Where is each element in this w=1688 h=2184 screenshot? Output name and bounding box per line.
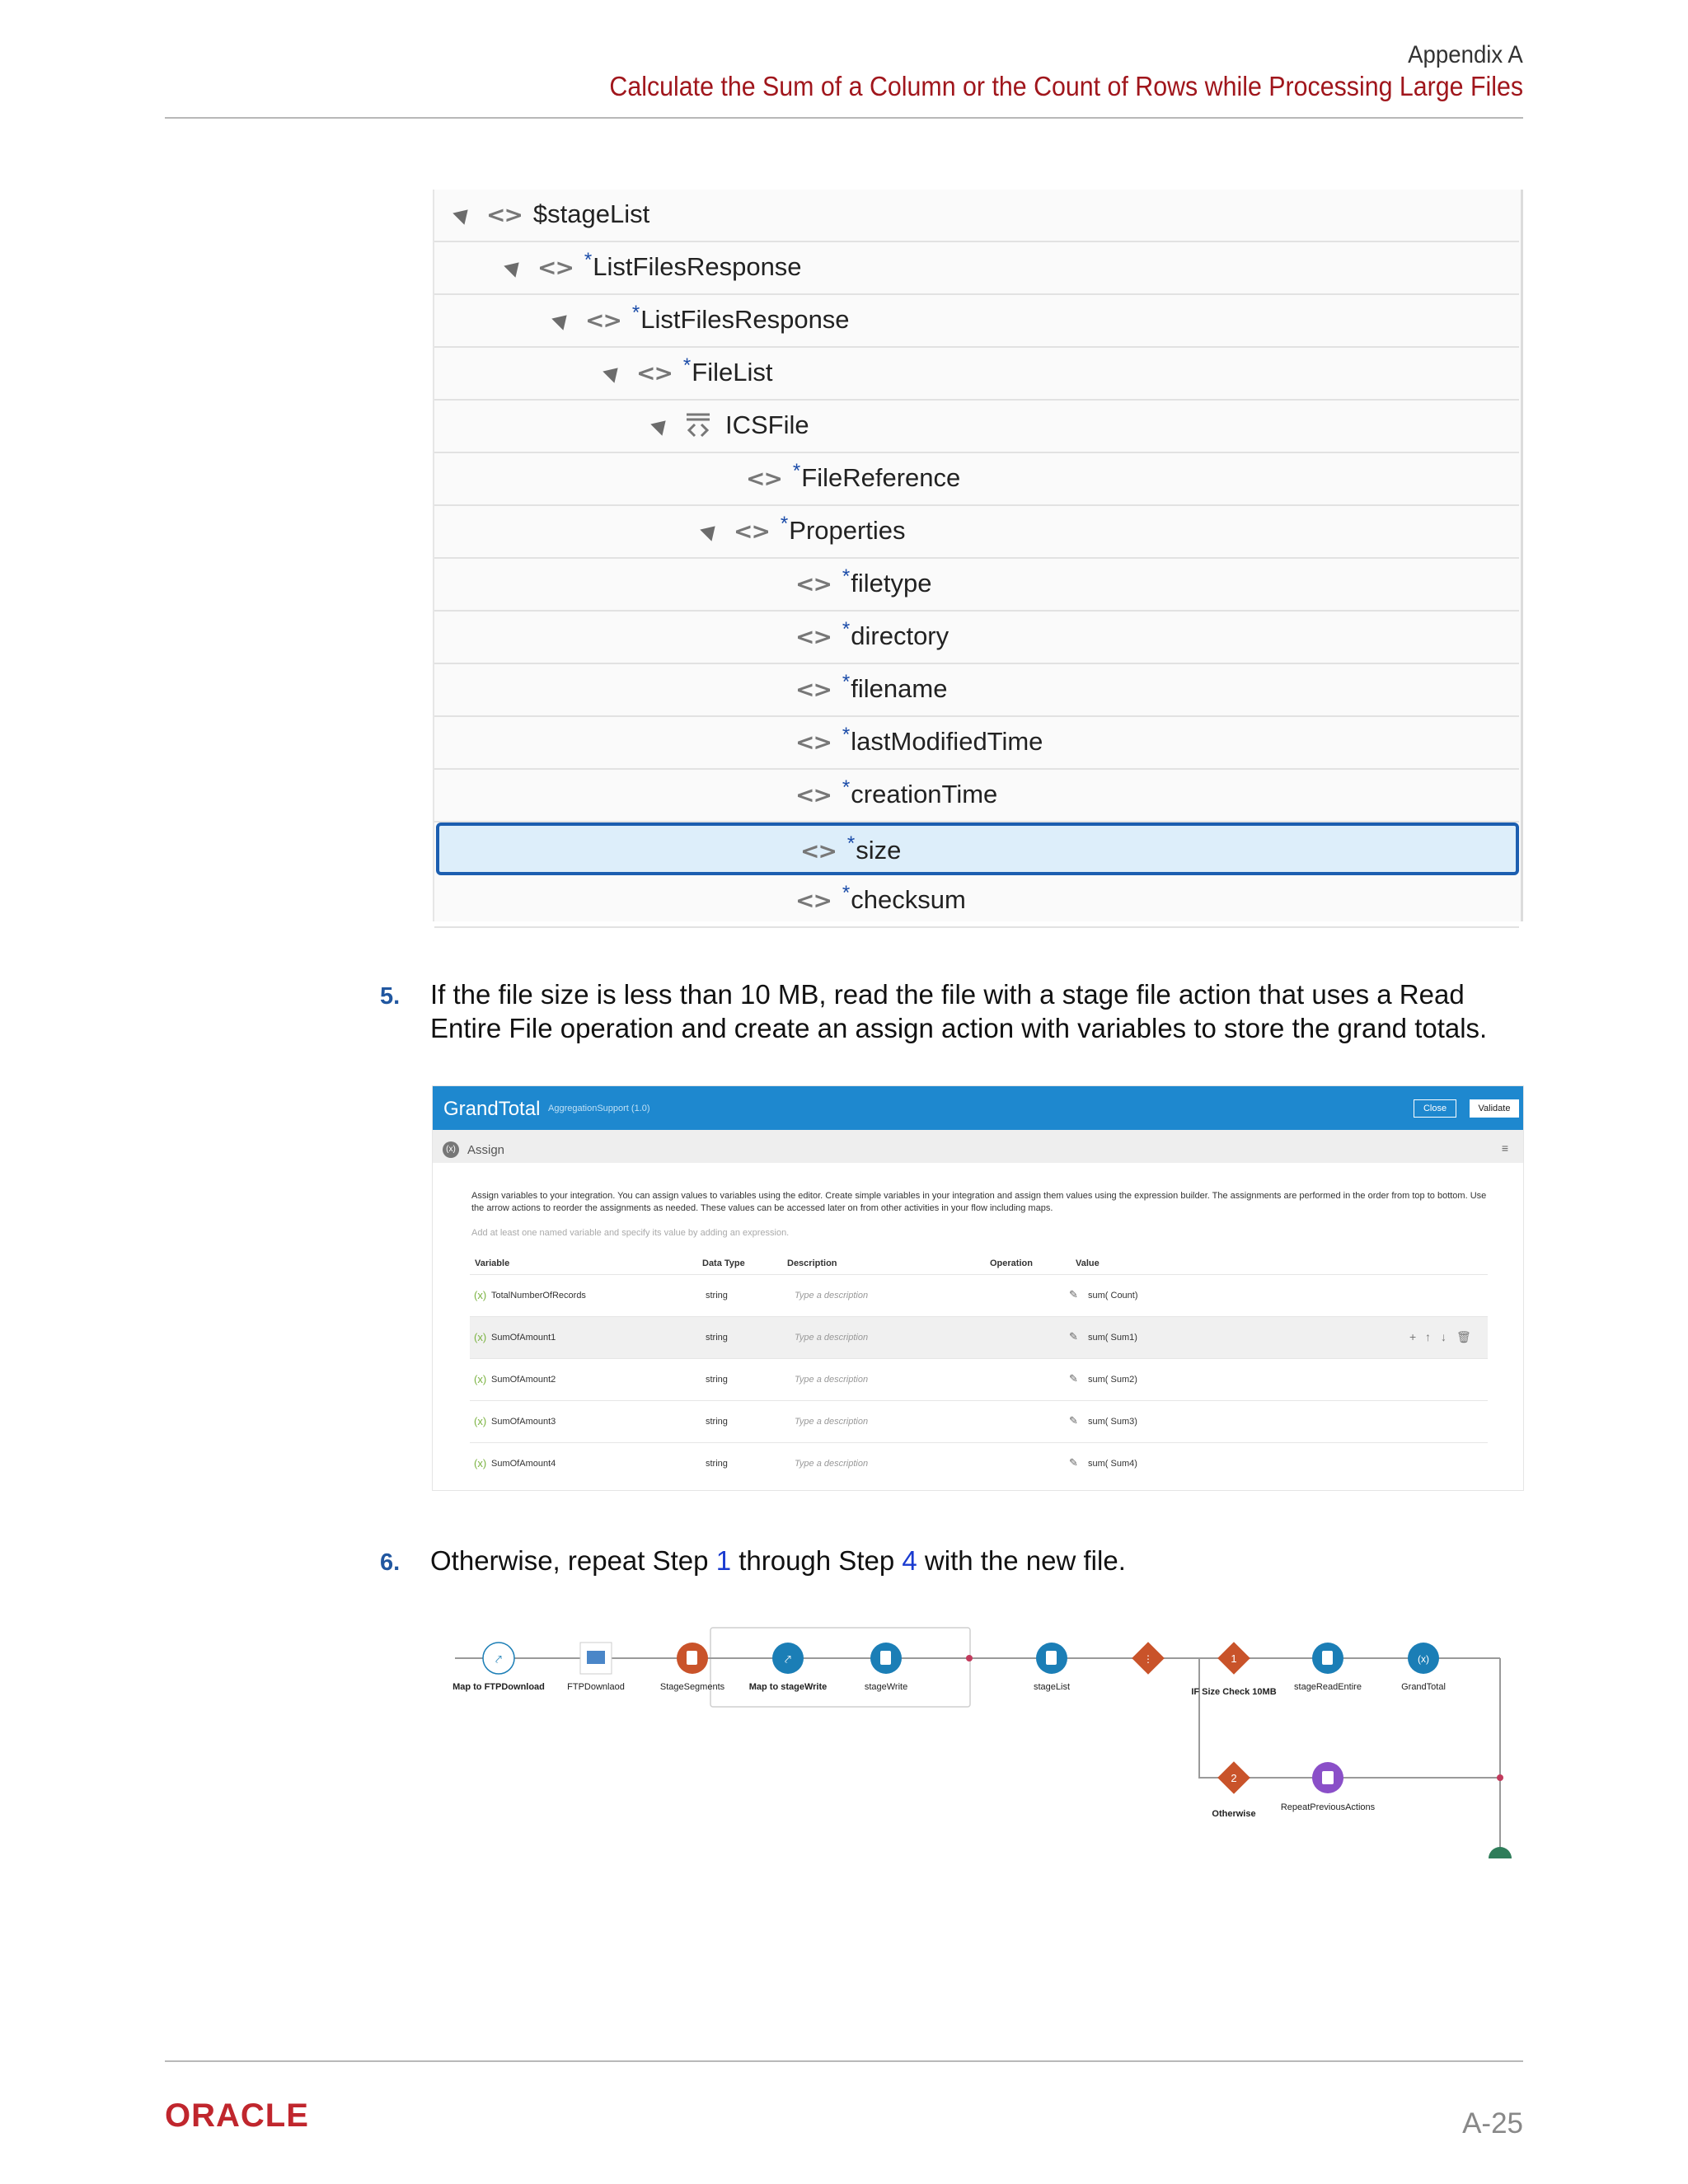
assign-table-row[interactable] bbox=[470, 1316, 1488, 1359]
oracle-logo-icon bbox=[165, 2099, 346, 2132]
node-stagelist[interactable] bbox=[1034, 1643, 1070, 1692]
step-5-text bbox=[430, 977, 1487, 1045]
tree-row-$stagelist[interactable] bbox=[434, 190, 1519, 242]
assign-header-bar bbox=[433, 1086, 1523, 1130]
assign-toolbar-label: Assign bbox=[467, 1143, 505, 1157]
element-icon: <> bbox=[746, 464, 781, 492]
variable-icon: (x) bbox=[474, 1331, 487, 1343]
edit-pencil-icon[interactable]: ✎ bbox=[1069, 1330, 1078, 1343]
scope-box bbox=[710, 1628, 970, 1707]
tree-node-label: $stageList bbox=[532, 199, 650, 228]
description-input[interactable]: Type a description bbox=[795, 1417, 869, 1427]
value-expression: sum( Sum4) bbox=[1088, 1459, 1137, 1469]
add-icon[interactable]: + bbox=[1409, 1330, 1417, 1343]
tree-row-filereference[interactable] bbox=[434, 453, 1519, 506]
step-5-line-1: If the file size is less than 10 MB, read the file with a stage file action that uses a Read bbox=[430, 979, 1465, 1010]
required-asterisk: * bbox=[682, 354, 692, 377]
node-label: RepeatPreviousActions bbox=[1280, 1802, 1376, 1812]
node-label: StageSegments bbox=[659, 1682, 725, 1692]
assign-action-screenshot bbox=[432, 1085, 1524, 1491]
value-expression: sum( Count) bbox=[1088, 1291, 1138, 1301]
tree-node-label: filename bbox=[851, 674, 948, 703]
tree-row-directory[interactable] bbox=[434, 612, 1519, 664]
column-header-data-type: Data Type bbox=[702, 1258, 745, 1268]
variable-name: SumOfAmount3 bbox=[491, 1417, 556, 1427]
description-input[interactable]: Type a description bbox=[795, 1333, 869, 1343]
data-type: string bbox=[706, 1417, 728, 1427]
expand-triangle-icon[interactable] bbox=[650, 415, 671, 435]
tree-node-label: ListFilesResponse bbox=[593, 252, 802, 281]
variable-icon: (x) bbox=[474, 1415, 487, 1427]
node-stagereadentire[interactable] bbox=[1294, 1643, 1362, 1692]
element-icon: <> bbox=[585, 306, 621, 334]
footer-divider bbox=[165, 2060, 1523, 2062]
page-section-title: Calculate the Sum of a Column or the Count of Rows while Processing Large Files bbox=[609, 71, 1523, 101]
element-icon: <> bbox=[795, 886, 831, 914]
otherwise-branch-line bbox=[1199, 1658, 1500, 1778]
assign-hint: Add at least one named variable and specify its value by adding an expression. bbox=[471, 1228, 790, 1238]
tree-row-size[interactable] bbox=[436, 823, 1519, 875]
integration-flow-screenshot bbox=[412, 1611, 1522, 1871]
variable-name: SumOfAmount4 bbox=[491, 1459, 556, 1469]
validate-button[interactable]: Validate bbox=[1470, 1099, 1519, 1118]
assign-table-row[interactable] bbox=[470, 1274, 1488, 1317]
column-header-operation: Operation bbox=[990, 1258, 1033, 1268]
tree-row-listfilesresponse[interactable] bbox=[434, 295, 1519, 348]
edit-pencil-icon[interactable]: ✎ bbox=[1069, 1288, 1078, 1301]
element-icon: <> bbox=[636, 359, 672, 387]
element-icon: <> bbox=[795, 675, 831, 703]
svg-text:⤤: ⤤ bbox=[785, 1652, 791, 1666]
required-asterisk: * bbox=[780, 513, 789, 535]
svg-text:⋮: ⋮ bbox=[1143, 1653, 1153, 1665]
page-number: A-25 bbox=[1462, 2107, 1523, 2139]
tree-row-properties[interactable] bbox=[434, 506, 1519, 559]
edit-pencil-icon[interactable]: ✎ bbox=[1069, 1414, 1078, 1427]
variable-name: SumOfAmount1 bbox=[491, 1333, 556, 1343]
merge-dot bbox=[1497, 1774, 1503, 1781]
value-expression: sum( Sum1) bbox=[1088, 1333, 1137, 1343]
element-icon: <> bbox=[795, 569, 831, 598]
node-label: IF Size Check 10MB bbox=[1191, 1687, 1277, 1697]
variable-name: TotalNumberOfRecords bbox=[491, 1291, 586, 1301]
expand-triangle-icon[interactable] bbox=[700, 520, 720, 541]
step-6-number: 6. bbox=[380, 1549, 401, 1576]
node-stagewrite[interactable] bbox=[865, 1643, 907, 1692]
column-header-description: Description bbox=[787, 1258, 837, 1268]
svg-text:⤤: ⤤ bbox=[495, 1652, 502, 1666]
tree-row-lastmodifiedtime[interactable] bbox=[434, 717, 1519, 770]
step-6-text-mid: through Step bbox=[731, 1545, 903, 1576]
close-button[interactable]: Close bbox=[1414, 1099, 1456, 1118]
svg-text:ORACLE: ORACLE bbox=[165, 2099, 309, 2132]
node-label: GrandTotal bbox=[1401, 1682, 1446, 1692]
tree-row-listfilesresponse[interactable] bbox=[434, 242, 1519, 295]
edit-pencil-icon[interactable]: ✎ bbox=[1069, 1456, 1078, 1469]
node-label: Map to FTPDownload bbox=[452, 1682, 545, 1692]
element-icon: <> bbox=[795, 728, 831, 756]
description-input[interactable]: Type a description bbox=[795, 1459, 869, 1469]
step-4-link[interactable]: 4 bbox=[902, 1545, 917, 1576]
expand-triangle-icon[interactable] bbox=[603, 362, 623, 382]
tree-row-checksum[interactable] bbox=[434, 875, 1519, 928]
element-icon: <> bbox=[734, 517, 769, 545]
element-icon: <> bbox=[795, 622, 831, 650]
tree-node-label: directory bbox=[851, 621, 950, 650]
flow-canvas bbox=[412, 1611, 1522, 1871]
step-6-text bbox=[430, 1544, 1126, 1577]
end-node-icon bbox=[1489, 1847, 1512, 1858]
node-stagesegments[interactable] bbox=[660, 1643, 725, 1692]
hamburger-menu-icon[interactable]: ≡ bbox=[1501, 1141, 1508, 1155]
node-label: stageReadEntire bbox=[1294, 1682, 1362, 1692]
step-5-number: 5. bbox=[380, 983, 401, 1010]
variable-icon: (x) bbox=[474, 1373, 487, 1385]
required-asterisk: * bbox=[842, 882, 851, 904]
move-down-icon[interactable]: ↓ bbox=[1441, 1330, 1447, 1343]
required-asterisk: * bbox=[842, 724, 851, 746]
appendix-label: Appendix A bbox=[1408, 41, 1523, 68]
required-asterisk: * bbox=[842, 565, 851, 588]
tree-row-filelist[interactable] bbox=[434, 348, 1519, 401]
edit-pencil-icon[interactable]: ✎ bbox=[1069, 1372, 1078, 1385]
required-asterisk: * bbox=[792, 460, 801, 482]
column-header-value: Value bbox=[1076, 1258, 1100, 1268]
mapper-tree-screenshot bbox=[433, 190, 1523, 921]
variable-icon: (x) bbox=[474, 1289, 487, 1301]
tree-node-label: Properties bbox=[789, 516, 906, 545]
assign-table-row[interactable] bbox=[470, 1442, 1488, 1485]
data-type: string bbox=[706, 1375, 728, 1385]
assign-variable-icon: (x) bbox=[443, 1141, 459, 1158]
tree-node-label: FileReference bbox=[801, 463, 961, 492]
tree-node-label: size bbox=[856, 836, 902, 865]
node-ftpdownlaod[interactable] bbox=[567, 1643, 625, 1692]
node-repeatpreviousactions[interactable] bbox=[1281, 1762, 1376, 1812]
tree-node-label: lastModifiedTime bbox=[851, 727, 1043, 756]
node-switch[interactable] bbox=[1132, 1642, 1165, 1675]
required-asterisk: * bbox=[842, 671, 851, 693]
tree-node-label: checksum bbox=[851, 885, 966, 914]
element-icon: <> bbox=[795, 780, 831, 808]
data-type: string bbox=[706, 1291, 728, 1301]
oracle-logo bbox=[165, 2099, 346, 2136]
variable-name: SumOfAmount2 bbox=[491, 1375, 556, 1385]
step-6-text-pre: Otherwise, repeat Step bbox=[430, 1545, 716, 1576]
required-asterisk: * bbox=[842, 776, 851, 799]
node-otherwise[interactable] bbox=[1212, 1761, 1255, 1819]
element-icon: <> bbox=[486, 200, 522, 228]
expand-triangle-icon[interactable] bbox=[452, 204, 473, 224]
element-icon: <> bbox=[800, 837, 836, 865]
header-divider bbox=[165, 117, 1523, 119]
branch-number: 2 bbox=[1231, 1772, 1237, 1784]
expand-triangle-icon[interactable] bbox=[504, 256, 524, 277]
element-icon: <> bbox=[537, 253, 573, 281]
node-label: stageWrite bbox=[864, 1682, 908, 1692]
delete-icon[interactable]: 🗑 bbox=[1456, 1330, 1471, 1343]
repeating-element-icon bbox=[684, 411, 712, 439]
value-expression: sum( Sum3) bbox=[1088, 1417, 1137, 1427]
tree-row-filetype[interactable] bbox=[434, 559, 1519, 612]
assign-title: GrandTotal bbox=[443, 1098, 541, 1120]
column-header-variable: Variable bbox=[475, 1258, 510, 1268]
data-type: string bbox=[706, 1459, 728, 1469]
node-label: Map to stageWrite bbox=[748, 1682, 828, 1692]
required-asterisk: * bbox=[584, 249, 593, 271]
assign-description: Assign variables to your integration. You can assign values to variables using the editor. Create simple variables in your integration and assign them values using the expression builder. The assignments are performed in the order from top to bottom. Use the arrow actions to reorder the assignments as needed. These values can be accessed later on from other activities in your flow including maps. bbox=[471, 1191, 1487, 1213]
tree-row-creationtime[interactable] bbox=[434, 770, 1519, 823]
tree-node-label: creationTime bbox=[851, 780, 998, 808]
assign-toolbar bbox=[433, 1130, 1523, 1163]
step-1-link[interactable]: 1 bbox=[715, 1545, 732, 1576]
tree-node-label: ICSFile bbox=[725, 410, 809, 439]
step-6-text-post: with the new file. bbox=[917, 1545, 1126, 1576]
expand-triangle-icon[interactable] bbox=[551, 309, 572, 330]
assign-table-row[interactable] bbox=[470, 1358, 1488, 1401]
branch-number: 1 bbox=[1231, 1652, 1237, 1665]
data-type: string bbox=[706, 1333, 728, 1343]
tree-node-label: filetype bbox=[851, 569, 932, 598]
variable-icon: (x) bbox=[474, 1457, 487, 1469]
tree-node-label: FileList bbox=[692, 358, 773, 387]
scope-end-dot bbox=[966, 1655, 973, 1661]
node-grandtotal[interactable] bbox=[1401, 1643, 1446, 1692]
tree-node-label: ListFilesResponse bbox=[640, 305, 850, 334]
move-up-icon[interactable]: ↑ bbox=[1425, 1330, 1431, 1343]
step-5-line-2: Entire File operation and create an assign action with variables to store the grand totals. bbox=[430, 1013, 1488, 1043]
assign-glyph: (x) bbox=[1418, 1653, 1429, 1665]
assign-subtitle: AggregationSupport (1.0) bbox=[548, 1104, 650, 1113]
required-asterisk: * bbox=[631, 302, 640, 324]
node-label: FTPDownlaod bbox=[567, 1682, 625, 1692]
value-expression: sum( Sum2) bbox=[1088, 1375, 1137, 1385]
required-asterisk: * bbox=[842, 618, 851, 640]
tree-row-filename[interactable] bbox=[434, 664, 1519, 717]
tree-row-icsfile[interactable] bbox=[434, 401, 1519, 453]
node-if-size-check[interactable] bbox=[1191, 1642, 1276, 1697]
assign-table-row[interactable] bbox=[470, 1400, 1488, 1443]
node-label: Otherwise bbox=[1212, 1809, 1256, 1819]
required-asterisk: * bbox=[846, 832, 856, 855]
node-map-to-stagewrite[interactable] bbox=[749, 1643, 828, 1692]
node-label: stageList bbox=[1033, 1682, 1071, 1692]
description-input[interactable]: Type a description bbox=[795, 1375, 869, 1385]
node-map-to-ftpdownload[interactable] bbox=[452, 1643, 545, 1692]
description-input[interactable]: Type a description bbox=[795, 1291, 869, 1301]
